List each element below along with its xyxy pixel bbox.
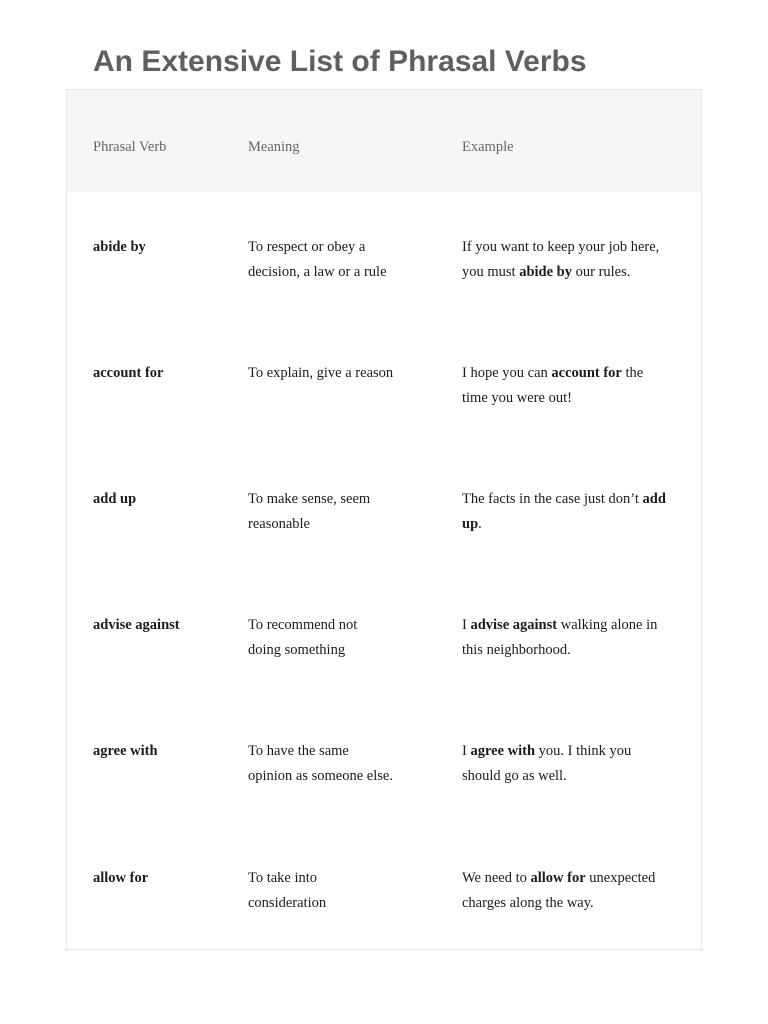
example-line: The facts in the case just don’t add — [462, 491, 666, 507]
example-cell — [462, 739, 687, 789]
phrasal-verb-cell: advise against — [93, 617, 180, 633]
example-cell — [462, 235, 687, 285]
example-cell — [462, 361, 687, 411]
phrasal-verb-cell: add up — [93, 491, 137, 507]
column-header-example: Example — [462, 139, 514, 155]
meaning-line: To take into — [248, 870, 318, 886]
meaning-line: To respect or obey a — [248, 239, 366, 255]
phrasal-verb-cell: account for — [93, 365, 164, 381]
example-line: I hope you can account for the — [462, 365, 644, 381]
meaning-cell — [248, 866, 448, 916]
example-line: time you were out! — [462, 390, 572, 406]
phrasal-verb-cell: allow for — [93, 870, 149, 886]
table-row — [67, 235, 701, 361]
meaning-line: To recommend not — [248, 617, 358, 633]
meaning-cell — [248, 487, 448, 537]
page-title: An Extensive List of Phrasal Verbs — [93, 45, 587, 78]
meaning-line: consideration — [248, 895, 327, 911]
example-line: I advise against walking alone in — [462, 617, 658, 633]
column-header-phrasal-verb: Phrasal Verb — [93, 139, 167, 155]
example-line: charges along the way. — [462, 895, 594, 911]
example-line: up. — [462, 516, 482, 532]
example-line: this neighborhood. — [462, 642, 571, 658]
phrasal-verb-cell: abide by — [93, 239, 146, 255]
example-line: you must abide by our rules. — [462, 264, 631, 280]
meaning-line: reasonable — [248, 516, 310, 532]
example-cell — [462, 487, 687, 537]
example-cell — [462, 866, 687, 916]
meaning-line: doing something — [248, 642, 346, 658]
table-header — [67, 90, 701, 192]
phrasal-verbs-table — [66, 89, 702, 950]
meaning-cell — [248, 235, 448, 285]
meaning-line: opinion as someone else. — [248, 768, 393, 784]
example-line: If you want to keep your job here, — [462, 239, 660, 255]
table-row — [67, 613, 701, 739]
example-line: should go as well. — [462, 768, 567, 784]
meaning-line: To have the same — [248, 743, 349, 759]
meaning-line: decision, a law or a rule — [248, 264, 387, 280]
example-line: I agree with you. I think you — [462, 743, 632, 759]
meaning-line: To make sense, seem — [248, 491, 371, 507]
table-row — [67, 487, 701, 613]
phrasal-verb-cell: agree with — [93, 743, 158, 759]
table-row — [67, 866, 701, 992]
table-row — [67, 739, 701, 865]
meaning-cell — [248, 361, 448, 386]
table-row — [67, 361, 701, 487]
meaning-line: To explain, give a reason — [248, 365, 394, 381]
meaning-cell — [248, 739, 448, 789]
example-cell — [462, 613, 687, 663]
example-line: We need to allow for unexpected — [462, 870, 656, 886]
meaning-cell — [248, 613, 448, 663]
column-header-meaning: Meaning — [248, 139, 300, 155]
